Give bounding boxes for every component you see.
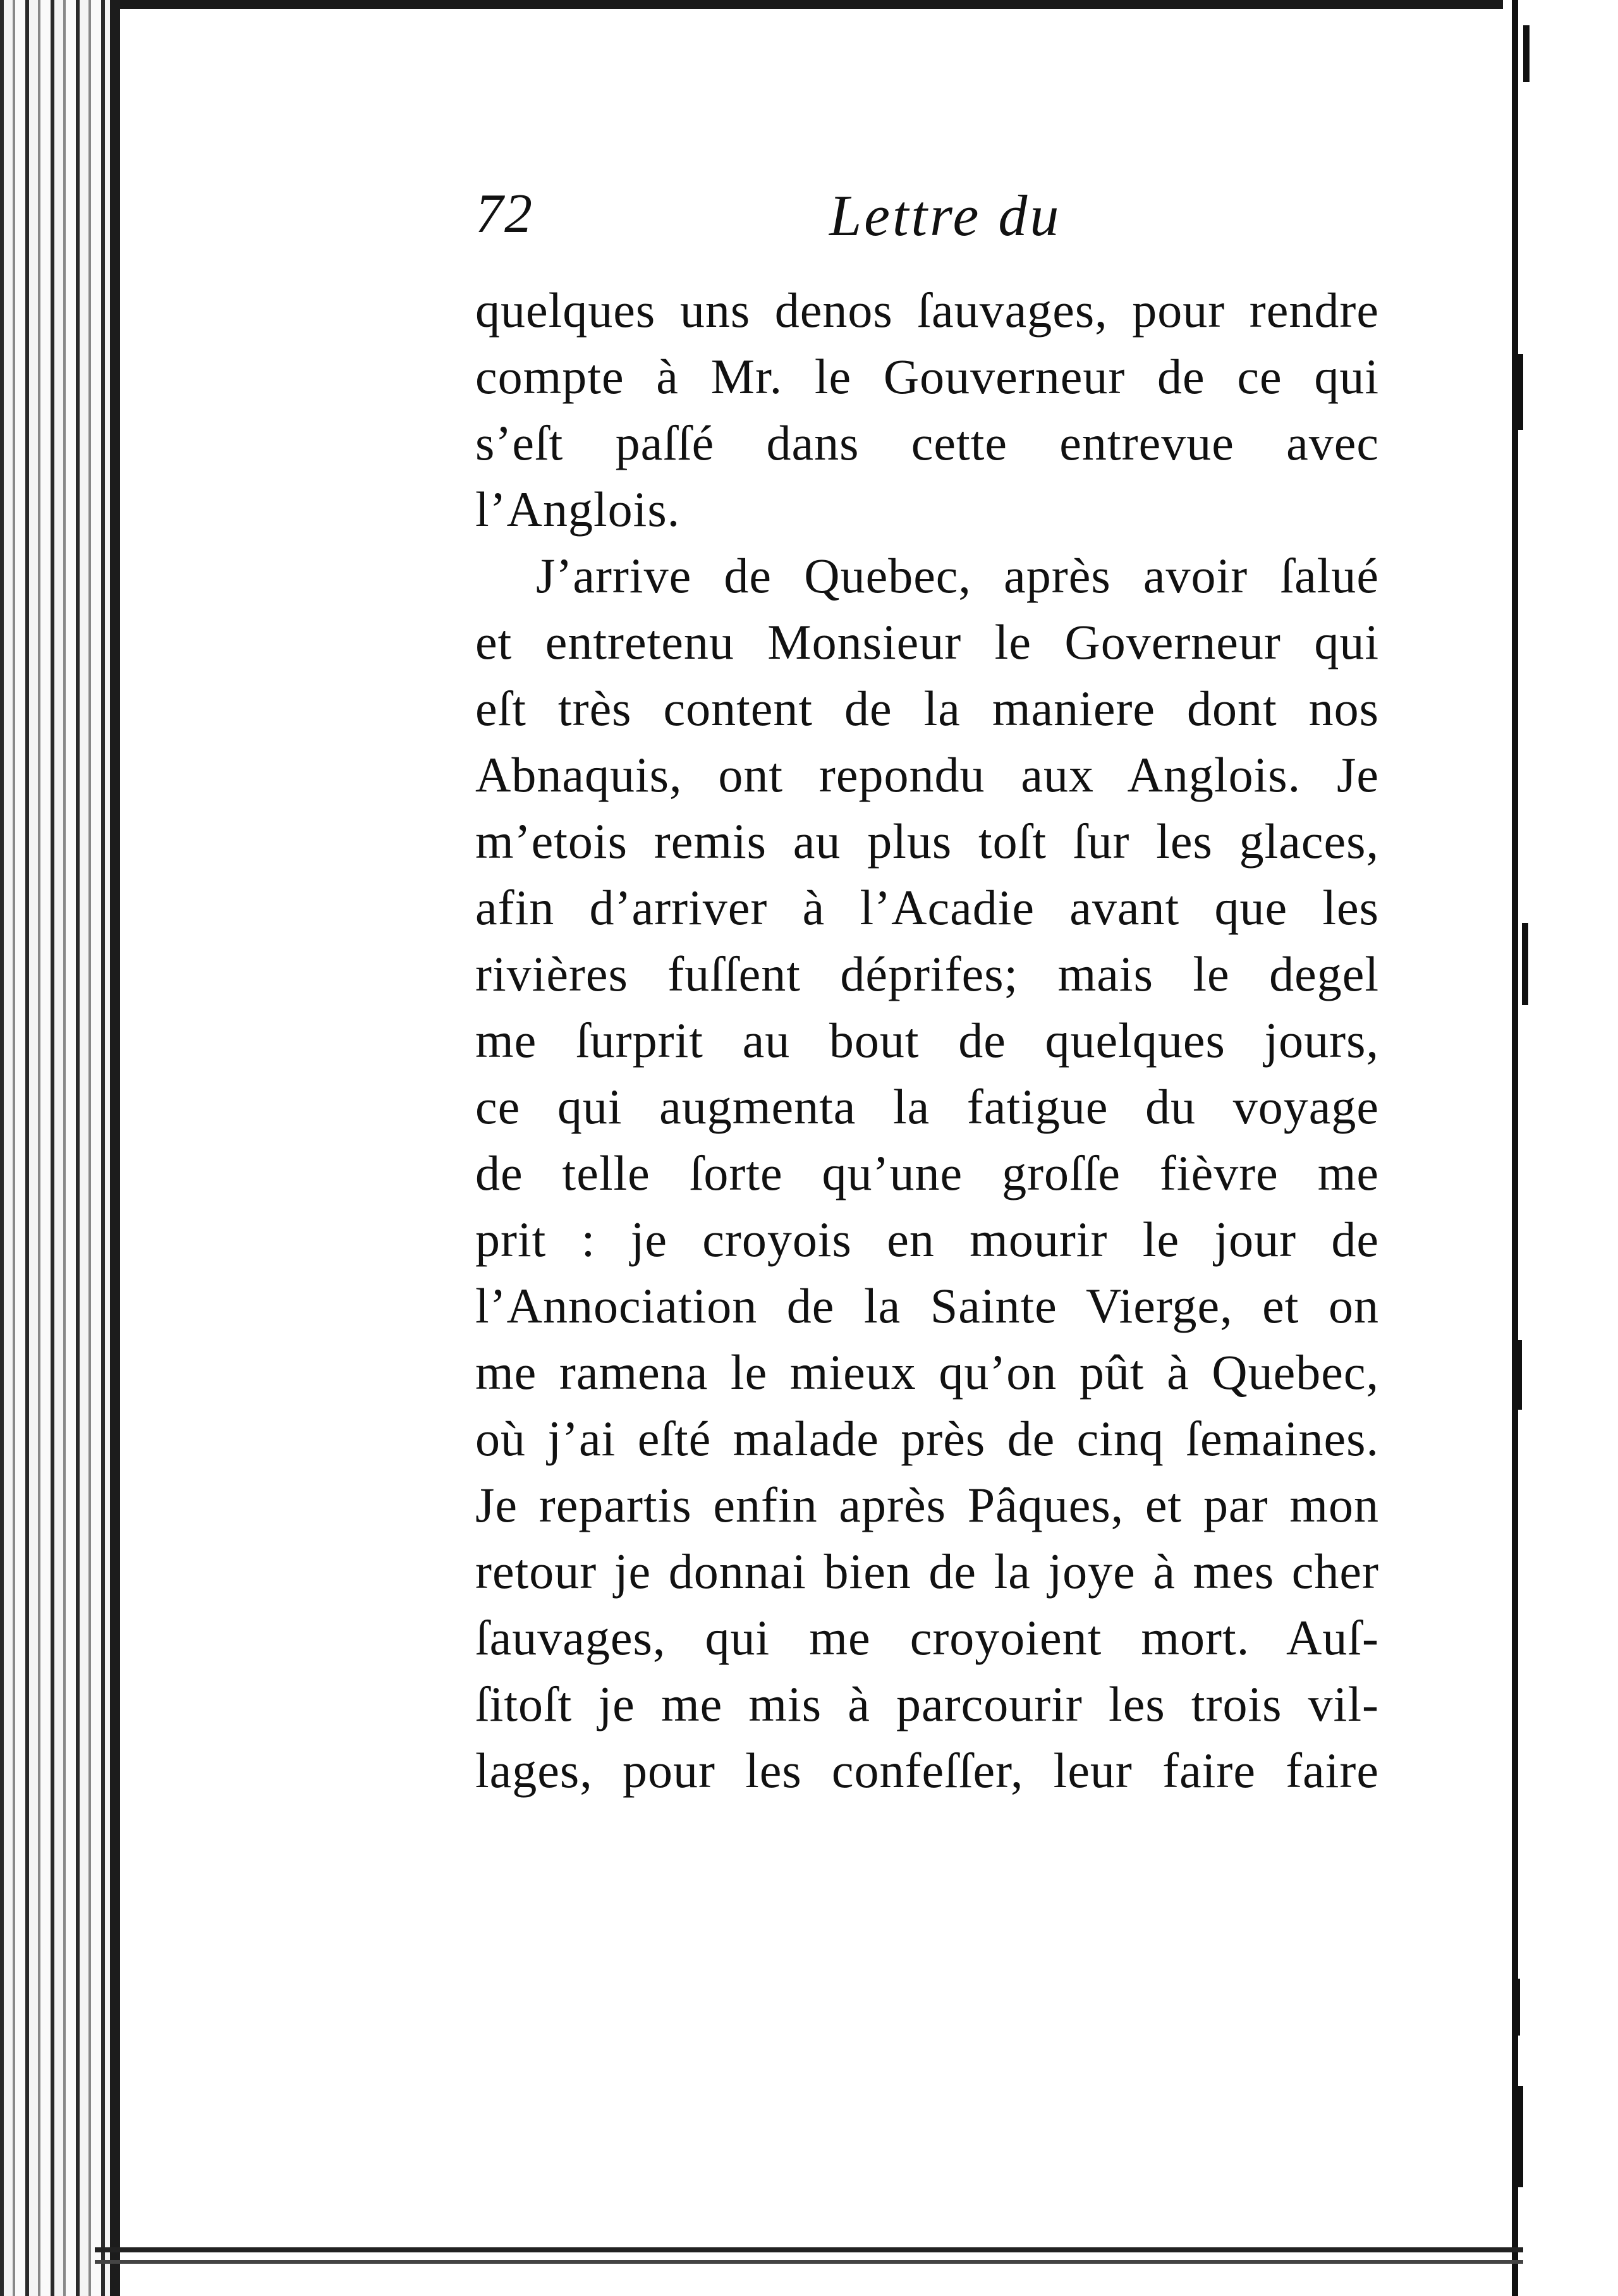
text-line: Je repartis enfin après Pâques, et par mon [475,1477,1379,1532]
page-top-edge [0,0,1618,9]
running-title: Lettre du [829,183,1062,248]
text-line: compte à Mr. le Gouverneur de ce qui [475,349,1379,404]
text-line: m’etois remis au plus toſt ſur les glaces, [475,814,1379,869]
right-margin [1528,0,1618,2296]
edge-mark [1512,2086,1523,2187]
page-right-edge [1503,0,1528,2296]
book-binding-edge [0,0,120,2296]
text-line: ſauvages, qui me croyoient mort. Auſ- [475,1610,1379,1665]
text-line: et entretenu Monsieur le Governeur qui [475,614,1379,669]
text-line: prit : je croyois en mourir le jour de [475,1212,1379,1267]
running-head [475,182,1385,252]
text-line: lages, pour les confeſſer, leur faire faire [475,1743,1379,1798]
page-bottom-edge-shadow [95,2260,1523,2264]
text-line: eſt très content de la maniere dont nos [475,681,1379,736]
edge-mark [1516,1340,1522,1410]
text-line: de telle ſorte qu’une groſſe fièvre me [475,1145,1379,1200]
text-line: où j’ai eſté malade près de cinq ſemaines. [475,1411,1379,1466]
text-line: Abnaquis, ont repondu aux Anglois. Je [475,747,1379,802]
edge-mark [1514,1979,1520,2036]
text-line: retour je donnai bien de la joye à mes cher [475,1544,1379,1599]
body-text [475,277,1379,1804]
page-bottom-edge [95,2247,1523,2252]
text-line: rivières fuſſent déprifes; mais le degel [475,946,1379,1001]
text-line: ſitoſt je me mis à parcourir les trois vil- [475,1676,1379,1731]
text-line: me ſurprit au bout de quelques jours, [475,1013,1379,1068]
text-line: ce qui augmenta la fatigue du voyage [475,1079,1379,1134]
edge-mark [1523,25,1530,82]
text-line: quelques uns denos ſauvages, pour rendre [475,283,1379,338]
edge-mark [1522,923,1528,1005]
text-line: afin d’arriver à l’Acadie avant que les [475,880,1379,935]
text-line: J’arrive de Quebec, après avoir ſalué [536,548,1379,603]
text-line: l’Anglois. [475,482,681,537]
edge-mark [1517,354,1523,430]
text-line: l’Annociation de la Sainte Vierge, et on [475,1278,1379,1333]
page-number: 72 [475,183,533,245]
text-line: s’eſt paſſé dans cette entrevue avec [475,415,1379,470]
text-line: me ramena le mieux qu’on pût à Quebec, [475,1345,1379,1400]
